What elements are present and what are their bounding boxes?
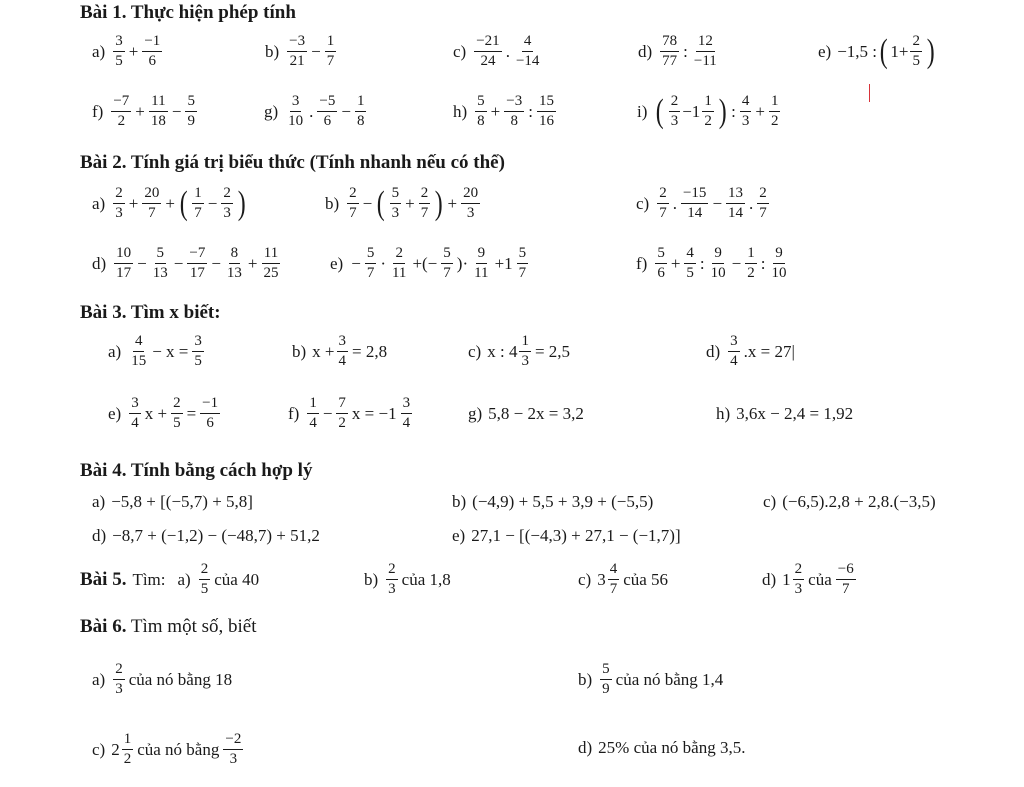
bai1-h: h) $\frac{5}{8}$ + $\frac{-3}{8}$ : $\frac{15}{16}$ xyxy=(453,93,554,129)
bai1-a: a) $\frac{3}{5}$ + $\frac{-1}{6}$ xyxy=(92,33,161,69)
bai6-title-row xyxy=(80,616,256,638)
bai1-title: Bài 1. Thực hiện phép tính xyxy=(80,2,296,23)
bai4-b: b) (−4,9) + 5,5 + 3,9 + (−5,5) xyxy=(452,492,654,511)
bai4-e: e) 27,1 − [(−4,3) + 27,1 − (−1,7)] xyxy=(452,526,681,545)
bai6-c: c) 2 $\frac{1}{2}$ của nó bằng $\frac{-2}{3}$ xyxy=(92,731,242,767)
bai2-d: d) $\frac{10}{17}$ − $\frac{5}{13}$ − $\frac{-7}{17}$ − $\frac{8}{13}$ + $\frac{11}{25}$ xyxy=(92,245,279,281)
bai4-a: a) −5,8 + [(−5,7) + 5,8] xyxy=(92,492,253,511)
bai3-h: h) 3,6x − 2,4 = 1,92 xyxy=(716,404,854,423)
bai5-b: b) $\frac{2}{3}$ của 1,8 xyxy=(364,561,451,597)
bai1-g: g) $\frac{3}{10}$ . $\frac{-5}{6}$ − $\frac{1}{8}$ xyxy=(264,93,365,129)
bai2-b: b) $\frac{2}{7}$ − ( $\frac{5}{3}$ + $\frac{2}{7}$ ) + $\frac{20}{3}$ xyxy=(325,184,479,222)
bai5-title: Bài 5. xyxy=(80,568,127,590)
bai2-c: c) $\frac{2}{7}$ . $\frac{-15}{14}$ − $\frac{13}{14}$ . $\frac{2}{7}$ xyxy=(636,185,767,221)
bai6-title: Bài 6. xyxy=(80,616,127,637)
text-cursor-mark xyxy=(869,84,870,102)
bai2-e: e) − $\frac{5}{7}$ · $\frac{2}{11}$ +(− $\frac{5}{7}$ )· $\frac{9}{11}$ +1 $\frac{5}{7}$ xyxy=(330,245,527,281)
bai1-d: d) $\frac{78}{77}$ : $\frac{12}{-11}$ xyxy=(638,33,717,69)
bai6-b: b) $\frac{5}{9}$ của nó bằng 1,4 xyxy=(578,661,724,697)
fraction: $\frac{-1}{6}$ xyxy=(144,33,161,69)
label: a) xyxy=(92,41,106,61)
bai4-title: Bài 4. Tính bằng cách hợp lý xyxy=(80,460,313,481)
bai5-c: c) 3 $\frac{4}{7}$ của 56 xyxy=(578,561,669,597)
bai3-title: Bài 3. Tìm x biết: xyxy=(80,302,221,323)
bai3-f: f) $\frac{1}{4}$ − $\frac{7}{2}$ x = −1 $\frac{3}{4}$ xyxy=(288,395,411,431)
bai3-c: c) x : 4 $\frac{1}{3}$ = 2,5 xyxy=(468,333,571,369)
bai1-i: i) ( $\frac{2}{3}$ −1 $\frac{1}{2}$ ) : $\frac{4}{3}$ + $\frac{1}{2}$ xyxy=(637,92,779,130)
bai5-row: Bài 5. Tìm: a) $\frac{2}{5}$ của 40 xyxy=(80,561,260,597)
bai1-c: c) $\frac{-21}{24}$ . $\frac{4}{-14}$ xyxy=(453,33,540,69)
fraction: $\frac{3}{5}$ xyxy=(115,33,123,69)
bai3-b: b) x + $\frac{3}{4}$ = 2,8 xyxy=(292,333,388,369)
bai1-b: b) $\frac{-3}{21}$ − $\frac{1}{7}$ xyxy=(265,33,335,69)
bai4-c: c) (−6,5).2,8 + 2,8.(−3,5) xyxy=(763,492,936,511)
bai3-e: e) $\frac{3}{4}$ x + $\frac{2}{5}$ = $\frac{-1}{6}$ xyxy=(108,395,219,431)
bai6-d: d) 25% của nó bằng 3,5. xyxy=(578,738,746,757)
bai5-d: d) 1 $\frac{2}{3}$ của $\frac{-6}{7}$ xyxy=(762,561,854,597)
bai3-d: d) $\frac{3}{4}$ .x = 27| xyxy=(706,333,795,369)
bai2-f: f) $\frac{5}{6}$ + $\frac{4}{5}$ : $\frac{9}{10}$ − $\frac{1}{2}$ : $\frac{9}{10}$ xyxy=(636,245,787,281)
bai4-d: d) −8,7 + (−1,2) − (−48,7) + 51,2 xyxy=(92,526,320,545)
bai6-a: a) $\frac{2}{3}$ của nó bằng 18 xyxy=(92,661,233,697)
bai6-subtitle: Tìm một số, biết xyxy=(130,616,257,637)
bai1-f: f) $\frac{-7}{2}$ + $\frac{11}{18}$ − $\frac{5}{9}$ xyxy=(92,93,195,129)
bai1-e: e) −1,5 : ( 1+ $\frac{2}{5}$ ) xyxy=(818,32,935,70)
bai2-a: a) $\frac{2}{3}$ + $\frac{20}{7}$ + ( $\frac{1}{7}$ − $\frac{2}{3}$ ) xyxy=(92,184,246,222)
bai3-a: a) $\frac{4}{15}$ − x = $\frac{3}{5}$ xyxy=(108,333,202,369)
bai3-g: g) 5,8 − 2x = 3,2 xyxy=(468,404,584,423)
bai2-title: Bài 2. Tính giá trị biểu thức (Tính nhanh nếu có thể) xyxy=(80,152,505,173)
